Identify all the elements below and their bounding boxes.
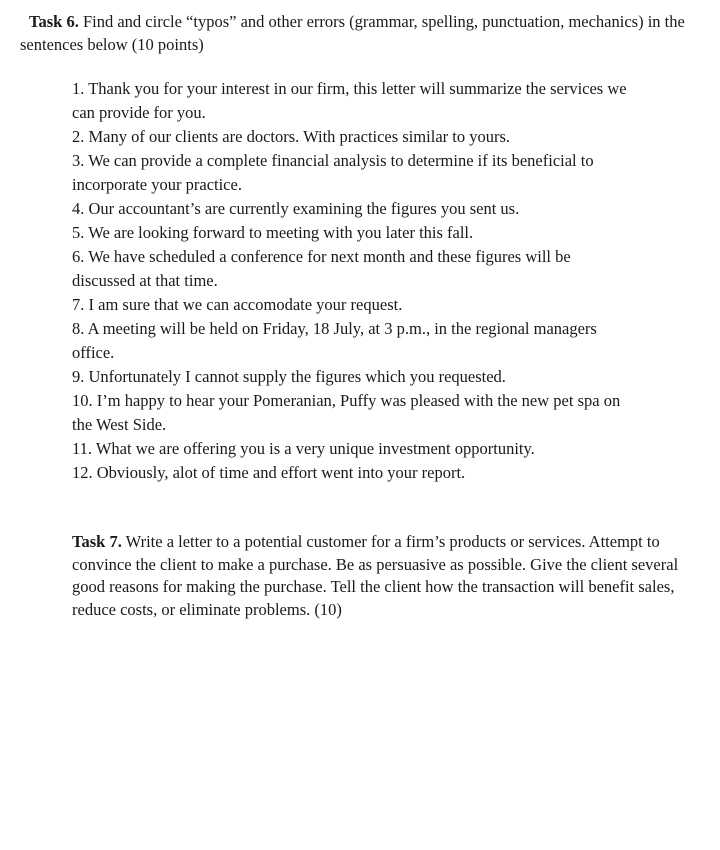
- task6-instructions-text: Find and circle “typos” and other errors (grammar, spelling, punctuation, mechanics) in the sentences below (10 points): [20, 12, 685, 54]
- task6-instructions: [20, 10, 700, 56]
- sentence-3: 3. We can provide a complete financial analysis to determine if its beneficial to incorporate your practice.: [72, 151, 594, 194]
- sentence-2: 2. Many of our clients are doctors. With practices similar to yours.: [72, 127, 511, 146]
- sentence-11: 11. What we are offering you is a very unique investment opportunity.: [72, 439, 535, 458]
- sentence-1: 1. Thank you for your interest in our firm, this letter will summarize the services we can provide for you.: [72, 79, 627, 122]
- sentence-5: 5. We are looking forward to meeting with you later this fall.: [72, 223, 474, 242]
- sentence-10: 10. I’m happy to hear your Pomeranian, Puffy was pleased with the new pet spa on the West Side.: [72, 391, 621, 434]
- task7-instructions: [72, 531, 702, 621]
- task7-label: Task 7.: [72, 532, 122, 551]
- sentence-7: 7. I am sure that we can accomodate your request.: [72, 295, 403, 314]
- sentence-12: 12. Obviously, alot of time and effort went into your report.: [72, 463, 466, 482]
- sentence-6: 6. We have scheduled a conference for next month and these figures will be discussed at that time.: [72, 247, 571, 290]
- sentence-4: 4. Our accountant’s are currently examining the figures you sent us.: [72, 199, 520, 218]
- sentence-list: [72, 77, 632, 485]
- sentence-9: 9. Unfortunately I cannot supply the figures which you requested.: [72, 367, 506, 386]
- sentence-8: 8. A meeting will be held on Friday, 18 July, at 3 p.m., in the regional managers office.: [72, 319, 597, 362]
- task7-instructions-text: Write a letter to a potential customer for a firm’s products or services. Attempt to convince the client to make a purchase. Be as persuasive as possible. Give the client several good reasons for making the purchase. Tell the client how the transaction will benefit sales, reduce costs, or eliminate problems. (10): [72, 532, 679, 619]
- task6-label: Task 6.: [29, 12, 79, 31]
